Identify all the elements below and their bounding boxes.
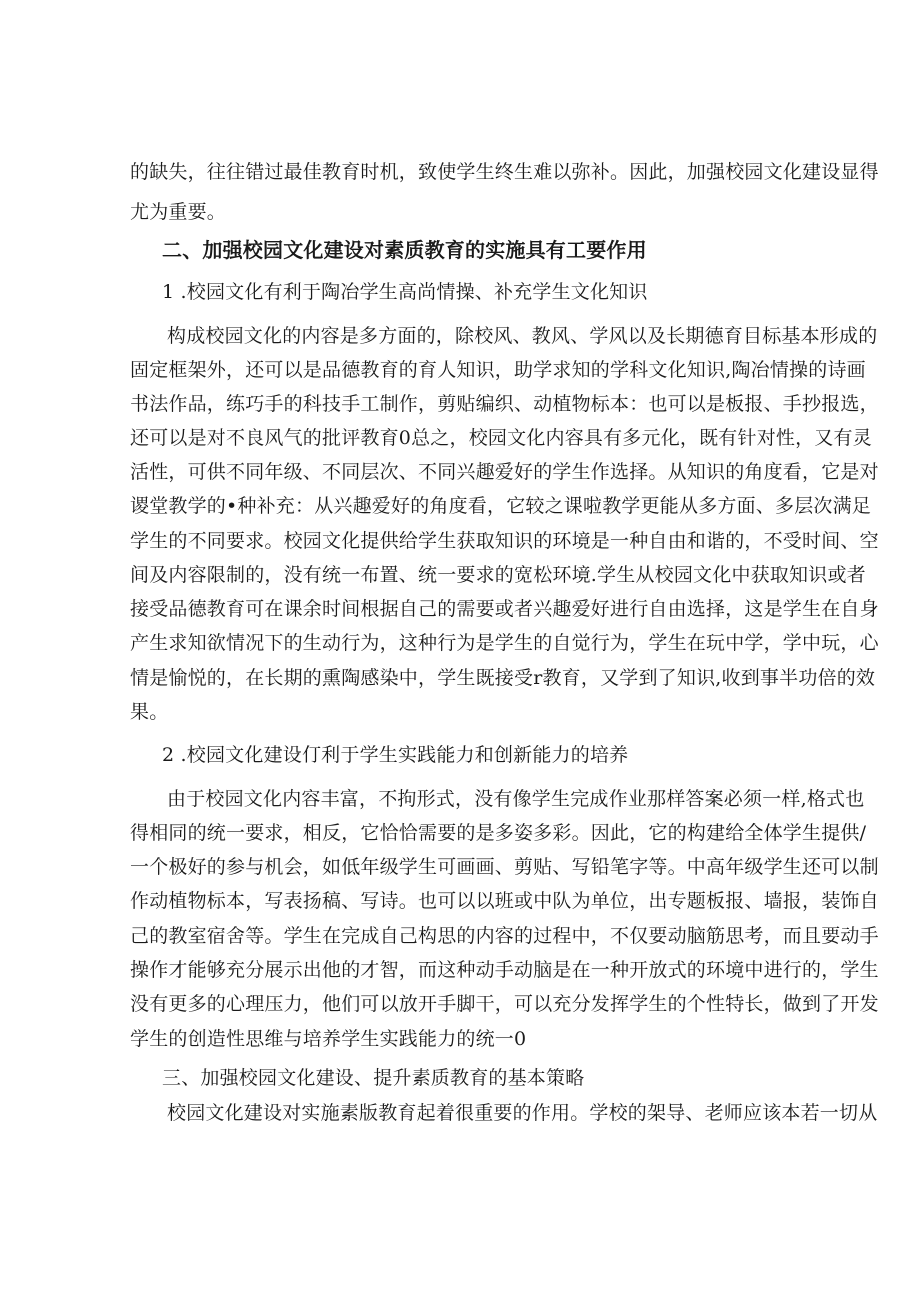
subsection-2-title: 2 .校园文化建设仃利于学生实践能力和创新能力的培养: [162, 744, 629, 766]
paragraph-2-line: 得相同的统一要求，相反，它恰恰需要的是多姿多彩。因此，它的构建给全体学生提供/: [130, 822, 867, 844]
paragraph-1-line: 还可以是对不良风气的批评教育0总之，校园文化内容具有多元化，既有针对性，又有灵: [130, 427, 872, 449]
paragraph-1-line: 构成校园文化的内容是多方面的，除校风、教风、学风以及长期德育目标基本形成的: [167, 325, 878, 347]
paragraph-1-line: 接受品德教育可在课余时间根据自己的需要或者兴趣爱好进行自由选择，这是学生在自身: [130, 598, 879, 620]
section-2-heading: 二、加强校园文化建设对素质教育的实施具有工要作用: [162, 238, 647, 262]
paragraph-3-line: 校园文化建设对实施素版教育起着很重要的作用。学校的架导、老师应该本若一切从: [167, 1102, 878, 1124]
paragraph-2-line: 作动植物标本，写表扬稿、写诗。也可以以班或中队为单位，出专题板报、墙报，装饰自: [130, 890, 879, 912]
paragraph-1-line: 谡堂教学的•种补充：从兴趣爱好的角度看，它较之课啦教学更能从多方面、多层次满足: [130, 495, 872, 517]
paragraph-1-line: 情是愉悦的，在长期的熏陶感染中，学生既接受r教育，又学到了知识,收到事半功倍的效: [130, 667, 876, 689]
paragraph-1-line: 固定框架外，还可以是品德教育的育人知识，助学求知的学科文化知识,陶冶情操的诗画: [130, 359, 866, 381]
paragraph-2-line: 操作才能够充分展示出他的才智，而这种动手动脑是在一种开放式的环境中进行的，学生: [130, 959, 879, 981]
intro-line-1: 的缺失，往往错过最佳教育时机，致使学生终生难以弥补。因此，加强校园文化建设显得: [130, 161, 879, 183]
paragraph-2-line: 由于校园文化内容丰富，不拘形式，没有像学生完成作业那样答案必须一样,格式也: [167, 788, 865, 810]
paragraph-2-line: 一个极好的参与机会，如低年级学生可画画、剪贴、写铅笔字等。中高年级学生还可以制: [130, 856, 879, 878]
paragraph-2-line: 己的教室宿舍等。学生在完成自己构思的内容的过程中，不仅要动脑筋思考，而且要动手: [130, 925, 879, 947]
subsection-1-title: 1 .校园文化有利于陶冶学生高尚情操、补充学生文化知识: [162, 281, 648, 303]
section-3-heading: 三、加强校园文化建设、提升素质教育的基本策略: [162, 1067, 585, 1089]
paragraph-1-line: 间及内容限制的，没有统一布置、统一要求的宽松环境.学生从校园文化中获取知识或者: [130, 564, 866, 586]
paragraph-1-line: 产生求知欲情况下的生动行为，这种行为是学生的自觉行为，学生在玩中学，学中玩，心: [130, 632, 879, 654]
paragraph-2-line: 学生的创造性思维与培养学生实践能力的统一0: [130, 1028, 527, 1050]
paragraph-1-line: 书法作品，练巧手的科技手工制作，剪贴编织、动植物标本：也可以是板报、手抄报选，: [130, 393, 879, 415]
paragraph-2-line: 没有更多的心理压力，他们可以放开手脚干，可以充分发挥学生的个性特长，做到了开发: [130, 993, 879, 1015]
intro-line-2: 尤为重要。: [130, 201, 227, 223]
paragraph-1-line: 学生的不同要求。校园文化提供给学生获取知识的环境是一种自由和谐的，不受时间、空: [130, 530, 879, 552]
paragraph-1-line: 活性，可供不同年级、不同层次、不同兴趣爱好的学生作选择。从知识的角度看，它是对: [130, 461, 879, 483]
paragraph-1-line: 果。: [130, 701, 169, 723]
